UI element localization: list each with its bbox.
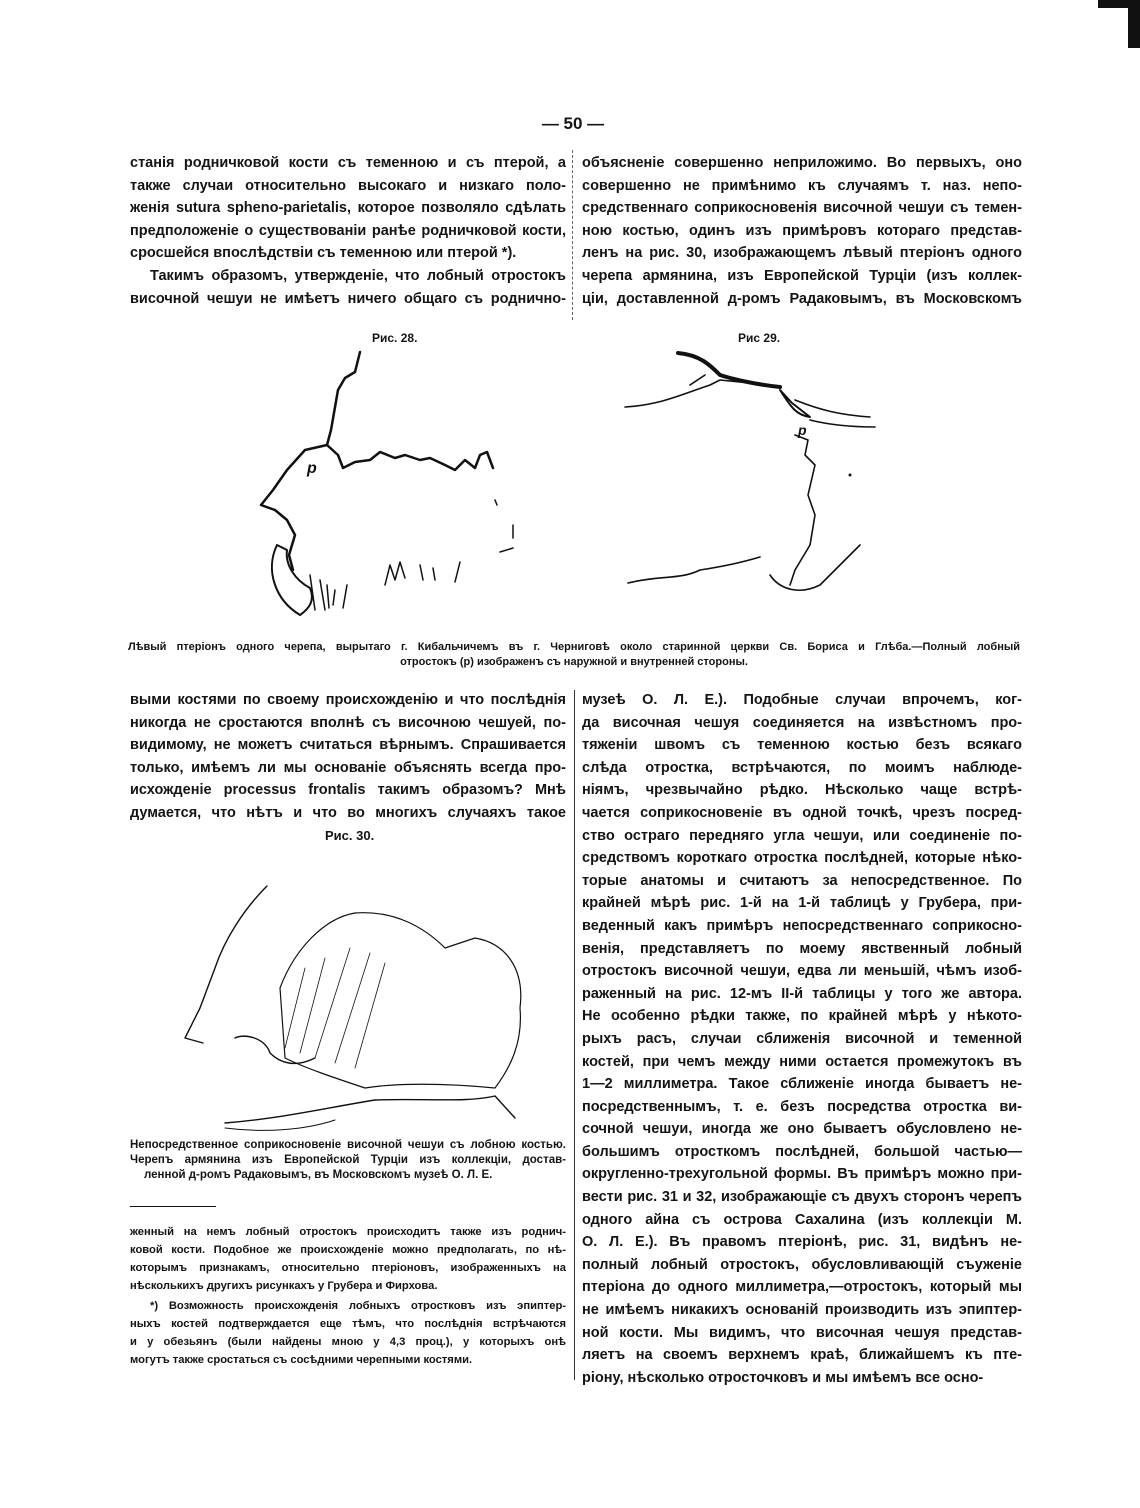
text-line: *) Возможность происхожденія лобныхъ отростковъ изъ эпиптер-: [150, 1300, 566, 1312]
text-line: торые анатомы и считаютъ за непосредственное. По: [582, 872, 1022, 889]
fig29-label: Рис 29.: [738, 331, 781, 345]
caption-line: Черепъ армянина изъ Европейской Турціи изъ коллекціи, достав-: [130, 1154, 566, 1166]
text-line: женный на немъ лобный отростокъ происходитъ также изъ роднич-: [130, 1226, 566, 1238]
text-line: ной кости. Мы видимъ, что височная чешуя представ-: [582, 1324, 1022, 1341]
text-line: средствомъ короткаго отростка послѣдней, которые нѣко-: [582, 850, 1022, 867]
text-line: совершенно не примѣнимо къ случаямъ т. наз. непо-: [582, 177, 1022, 194]
text-line: раженный на рис. 12-мъ II-й таблицы у того же автора.: [582, 985, 1022, 1002]
text-line: музеѣ О. Л. Е.). Подобные случаи впрочемъ, ког-: [582, 692, 1022, 708]
text-line: птеріона до одного миллиметра,—отростокъ, который мы: [582, 1279, 1022, 1296]
text-line: ство остраго передняго угла чешуи, или соединеніе по-: [582, 827, 1022, 844]
text-line: чается соприкосновеніе въ одной точкѣ, чрезъ посред-: [582, 804, 1022, 821]
caption-line: Лѣвый птеріонъ одного черепа, вырытаго г. Кибальчичемъ въ г. Черниговѣ около старинной церкви Св. Бориса и Глѣба.—Полный лобный: [128, 641, 1020, 653]
text-line: видимому, не можетъ считаться вѣрнымъ. Спрашивается: [130, 737, 566, 754]
caption-line: Непосредственное соприкосновеніе височной чешуи съ лобною костью.: [130, 1139, 566, 1151]
text-line: думается, что нѣтъ и что во многихъ случаяхъ такое: [130, 804, 566, 821]
text-top-left: [130, 152, 566, 310]
text-line: станія родничковой кости съ теменною и съ птерой, а: [130, 155, 566, 171]
text-line: женія sutura spheno-parietalis, которое позволяло сдѣлать: [130, 200, 566, 217]
text-line: объясненіе совершенно неприложимо. Во первыхъ, оно: [582, 155, 1022, 171]
fig28-drawing: [255, 340, 555, 620]
text-line: ныхъ костей подтверждается еще тѣмъ, что послѣднія встрѣчаются: [130, 1318, 566, 1330]
text-line: Такимъ образомъ, утвержденіе, что лобный отростокъ: [150, 267, 566, 284]
fig29-p-marker: p: [798, 422, 807, 438]
fig28-29-caption: [128, 640, 1020, 670]
scan-edge-mark-vertical: [1128, 0, 1140, 48]
text-line: да височная чешуя соединяется на извѣстномъ про-: [582, 714, 1022, 731]
text-line: посредственнымъ, т. е. безъ посредства отростка ви-: [582, 1098, 1022, 1115]
text-line: одного айна съ острова Сахалина (изъ коллекціи М.: [582, 1211, 1022, 1228]
text-line: костей, при чемъ между ними остается промежутокъ въ: [582, 1053, 1022, 1070]
text-line: Не особенно рѣдки также, по крайней мѣрѣ у нѣкото-: [582, 1008, 1022, 1025]
text-line: венія, представляетъ по моему явственный лобный: [582, 940, 1022, 957]
text-line: рыхъ расъ, случаи сближенія височной и теменной: [582, 1030, 1022, 1047]
text-line: выми костями по своему происхожденію и что послѣднія: [130, 692, 566, 708]
fig30-label: Рис. 30.: [325, 828, 375, 843]
text-line: нѣсколькихъ другихъ рисункахъ у Грубера и Фирхова.: [130, 1280, 438, 1292]
text-line: предположеніе о существованіи ранѣе родничковой кости,: [130, 222, 566, 239]
footnote-star: [130, 1297, 566, 1369]
caption-line: отростокъ (p) изображенъ съ наружной и внутренней стороны.: [400, 656, 748, 668]
text-line: височной чешуи не имѣетъ ничего общаго съ роднично-: [130, 290, 566, 307]
text-line: ляетъ на своемъ верхнемъ краѣ, ближайшемъ къ пте-: [582, 1347, 1022, 1364]
text-line: 1—2 миллиметра. Такое сближеніе иногда бываетъ не-: [582, 1076, 1022, 1093]
text-line: ковой кости. Подобное же происхожденіе можно предполагать, по нѣ-: [130, 1244, 566, 1256]
fig30-caption: [130, 1138, 566, 1183]
text-line: веденный какъ примѣръ непосредственнаго соприкосно-: [582, 917, 1022, 934]
text-line: только, имѣемъ ли мы основаніе объяснять всегда про-: [130, 759, 566, 776]
text-bottom-left: [130, 689, 566, 825]
fig30-drawing: [165, 868, 565, 1143]
footnote-continued: [130, 1223, 566, 1295]
text-line: не имѣемъ никакихъ основаній производить изъ эпиптер-: [582, 1302, 1022, 1319]
text-line: средственнаго соприкосновенія височной чешуи съ темен-: [582, 200, 1022, 217]
text-line: слѣда отростка, встрѣчаются, по моимъ наблюде-: [582, 759, 1022, 776]
footnote-rule: [130, 1206, 216, 1207]
text-line: черепа армянина, изъ Европейской Турціи (изъ коллек-: [582, 267, 1022, 284]
text-line: округленно-трехугольной формы. Въ примѣръ можно при-: [582, 1166, 1022, 1183]
text-line: ною костью, одинъ изъ примѣровъ котораго представ-: [582, 222, 1022, 239]
column-separator-bottom: [574, 690, 575, 1380]
text-line: ніямъ, чрезвычайно рѣдко. Нѣсколько чаще встрѣ-: [582, 782, 1022, 799]
text-line: ціи, доставленной д-ромъ Радаковымъ, въ Московскомъ: [582, 290, 1022, 307]
text-line: вести рис. 31 и 32, изображающіе съ двухъ сторонъ черепъ: [582, 1189, 1022, 1206]
text-line: также случаи относительно высокаго и низкаго поло-: [130, 177, 566, 194]
text-line: могутъ также сростаться съ сосѣдними черепными костями.: [130, 1354, 473, 1366]
text-line: отростокъ височной чешуи, едва ли меньшій, чѣмъ изоб-: [582, 963, 1022, 980]
text-top-right: [582, 152, 1022, 310]
text-line: тяженіи швомъ съ теменною костью безъ всякаго: [582, 737, 1022, 754]
text-line: ленъ на рис. 30, изображающемъ лѣвый птеріонъ одного: [582, 245, 1022, 262]
text-line: сочной чешуи, иногда же оно бываетъ обусловлено не-: [582, 1121, 1022, 1138]
text-line: которымъ признакамъ, относительно птеріоновъ, изображенныхъ на: [130, 1262, 566, 1274]
text-line: О. Л. Е.). Въ правомъ птеріонѣ, рис. 31, видѣнъ не-: [582, 1234, 1022, 1251]
text-line: сросшейся впослѣдствіи съ теменною или птерой *).: [130, 245, 517, 262]
fig28-label: Рис. 28.: [372, 331, 418, 345]
text-line: большимъ отросткомъ послѣдней, большой частью—: [582, 1143, 1022, 1160]
text-line: крайней мѣрѣ рис. 1-й на 1-й таблицѣ у Грубера, при-: [582, 895, 1022, 912]
fig29-drawing: [620, 345, 880, 605]
text-line: ріону, нѣсколько отросточковъ и мы имѣемъ все осно-: [582, 1369, 984, 1386]
text-line: и у обезьянъ (были найдены мною у 4,3 проц.), у которыхъ онѣ: [130, 1336, 566, 1348]
caption-line: ленной д-ромъ Радаковымъ, въ Московскомъ музеѣ О. Л. Е.: [144, 1169, 493, 1181]
text-line: исхожденіе processus frontalis такимъ образомъ? Мнѣ: [130, 782, 566, 799]
column-separator-top: [572, 150, 573, 320]
text-bottom-right: [582, 689, 1022, 1389]
text-line: никогда не сростаются вполнѣ съ височною чешуей, по-: [130, 714, 566, 731]
page-number: — 50 —: [541, 114, 605, 133]
text-line: полный лобный отростокъ, обусловливающій съуженіе: [582, 1256, 1022, 1273]
fig28-p-marker: p: [307, 460, 317, 477]
